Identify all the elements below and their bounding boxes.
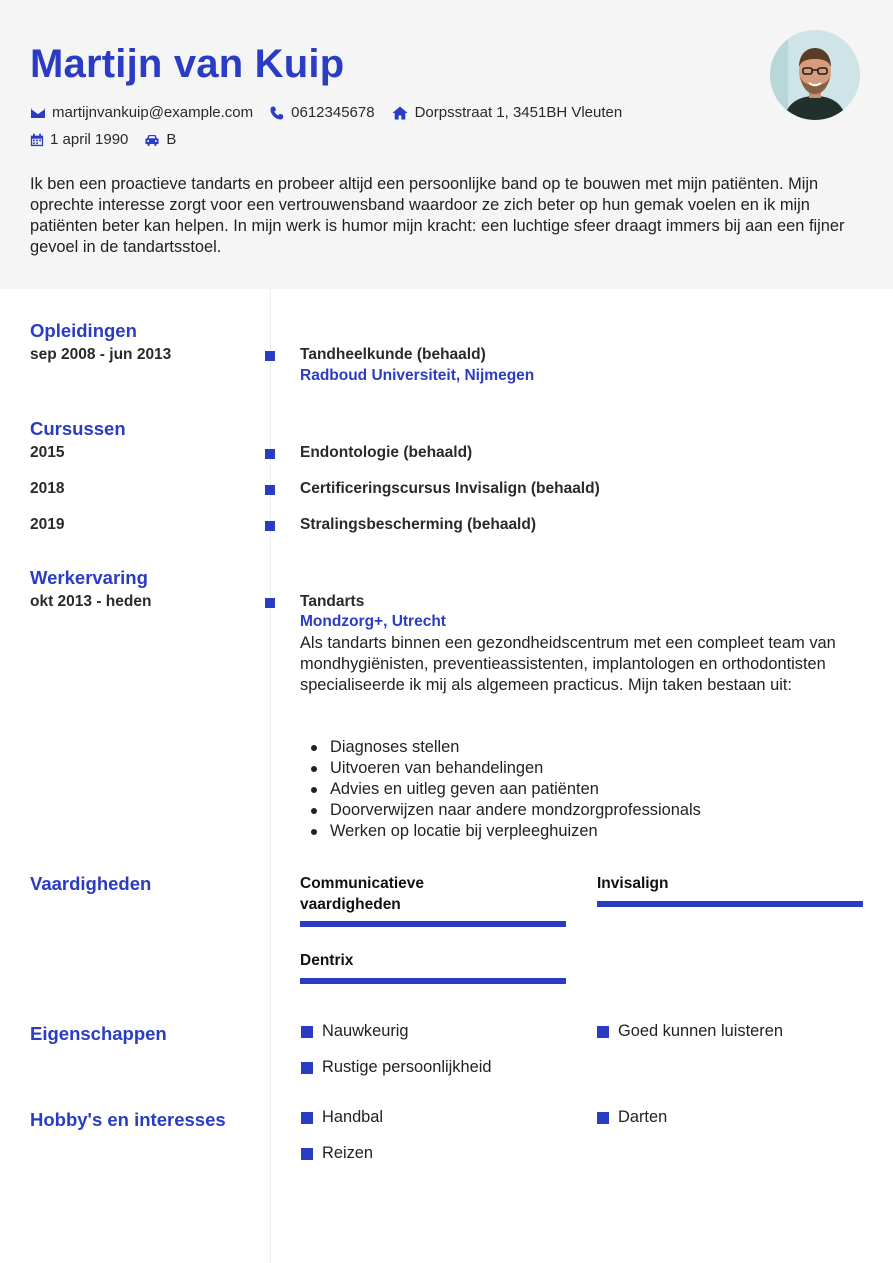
experience-date: okt 2013 - heden [30, 593, 152, 610]
course-title: Stralingsbescherming (behaald) [300, 516, 536, 533]
education-bullet [265, 351, 275, 361]
section-title-experience: Werkervaring [30, 567, 148, 588]
profile-photo [770, 30, 860, 120]
section-title-courses: Cursussen [30, 418, 126, 439]
skill-item [300, 950, 566, 986]
section-title-traits: Eigenschappen [30, 1023, 167, 1044]
car-icon [144, 132, 160, 148]
education-institution: Radboud Universiteit, Nijmegen [300, 367, 535, 384]
contact-license [144, 131, 176, 148]
hobby-label: Darten [618, 1108, 668, 1126]
section-title-skills: Vaardigheden [30, 873, 152, 894]
hobby-item [301, 1144, 373, 1163]
license-text: B [166, 131, 177, 148]
square-bullet-icon [597, 1026, 609, 1038]
hobby-item [597, 1108, 667, 1127]
section-title-education: Opleidingen [30, 320, 137, 341]
square-bullet-icon [301, 1026, 313, 1038]
trait-item [301, 1058, 491, 1077]
course-bullet [265, 485, 275, 495]
square-bullet-icon [301, 1148, 313, 1160]
contact-phone [269, 104, 374, 121]
home-icon [391, 105, 409, 121]
phone-text: 0612345678 [291, 104, 375, 121]
list-item: Diagnoses stellen [300, 737, 865, 758]
list-item: Advies en uitleg geven aan patiënten [300, 779, 865, 800]
list-item: Doorverwijzen naar andere mondzorgprofessionals [300, 800, 865, 821]
list-item: Werken op locatie bij verpleeghuizen [300, 821, 865, 842]
course-title: Endontologie (behaald) [300, 444, 473, 461]
skill-level-bar [300, 978, 566, 984]
email-text: martijnvankuip@example.com [52, 104, 254, 121]
trait-label: Goed kunnen luisteren [618, 1022, 783, 1040]
trait-item [301, 1022, 409, 1041]
profile-summary: Ik ben een proactieve tandarts en probeer altijd een persoonlijke band op te bouwen met mijn patiënten. Mijn oprechte interesse zorgt voor een vertrouwensband waardoor ze zich beter op hun gemak voelen en ik mijn patiënten beter kan helpen. In mijn werk is humor mijn kracht: een luchtige sfeer draagt immers bij aan een fijner gevoel in de tandartsstoel. [30, 175, 845, 256]
experience-task-list [300, 737, 865, 842]
course-bullet [265, 521, 275, 531]
contact-email [30, 104, 253, 121]
skill-label: Dentrix [300, 952, 354, 969]
square-bullet-icon [301, 1112, 313, 1124]
experience-bullet [265, 598, 275, 608]
contact-address [391, 104, 623, 121]
course-date: 2015 [30, 444, 65, 461]
contact-row-primary [30, 104, 638, 121]
trait-label: Rustige persoonlijkheid [322, 1058, 492, 1076]
skill-label: Communicatieve vaardigheden [300, 875, 425, 913]
experience-employer: Mondzorg+, Utrecht [300, 613, 446, 630]
square-bullet-icon [301, 1062, 313, 1074]
course-date: 2018 [30, 480, 65, 497]
skill-item [597, 873, 863, 909]
contact-row-secondary [30, 131, 192, 148]
square-bullet-icon [597, 1112, 609, 1124]
list-item: Uitvoeren van behandelingen [300, 758, 865, 779]
trait-item [597, 1022, 783, 1041]
phone-icon [269, 105, 285, 121]
envelope-icon [30, 105, 46, 121]
experience-title: Tandarts [300, 593, 365, 610]
header [0, 0, 893, 289]
birthdate-text: 1 april 1990 [50, 131, 129, 148]
course-title: Certificeringscursus Invisalign (behaald) [300, 480, 600, 497]
section-title-hobbies: Hobby's en interesses [30, 1109, 226, 1130]
candidate-name: Martijn van Kuip [30, 42, 345, 86]
course-bullet [265, 449, 275, 459]
hobby-item [301, 1108, 383, 1127]
column-divider [270, 289, 271, 1263]
skill-item [300, 873, 566, 929]
address-text: Dorpsstraat 1, 3451BH Vleuten [414, 104, 623, 121]
experience-description: Als tandarts binnen een gezondheidscentrum met een compleet team van mondhygiënisten, preventieassistenten, implantologen en orthodontisten specialiseerde ik mij als algemeen practicus. Mijn taken bestaan uit: [300, 634, 836, 694]
course-date: 2019 [30, 516, 65, 533]
hobby-label: Reizen [322, 1144, 374, 1162]
education-date: sep 2008 - jun 2013 [30, 346, 172, 363]
calendar-icon [30, 132, 44, 148]
education-title: Tandheelkunde (behaald) [300, 346, 486, 363]
hobby-label: Handbal [322, 1108, 384, 1126]
skill-label: Invisalign [597, 875, 669, 892]
skill-level-bar [597, 901, 863, 907]
contact-birthdate [30, 131, 128, 148]
skill-level-bar [300, 921, 566, 927]
trait-label: Nauwkeurig [322, 1022, 409, 1040]
